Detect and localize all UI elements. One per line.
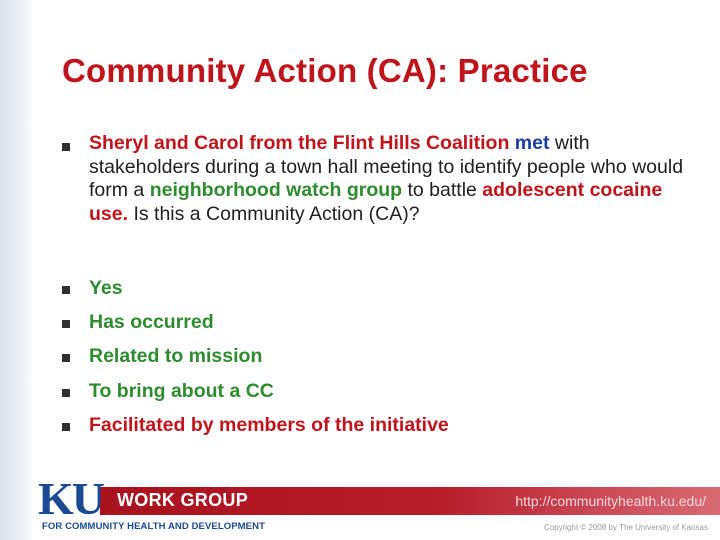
slide-title: Community Action (CA): Practice <box>62 52 588 89</box>
paragraph-segment: to battle <box>402 179 483 202</box>
paragraph-segment: Is this a Community Action (CA)? <box>128 203 420 226</box>
bullet-square <box>62 320 70 328</box>
paragraph-segment: met <box>514 132 550 154</box>
paragraph-segment: neighborhood watch group <box>149 179 403 202</box>
paragraph-segment: with stakeholders during a town hall meeting to identify people who would form a <box>89 132 684 202</box>
work-group-label: WORK GROUP <box>117 490 248 510</box>
question-paragraph <box>89 132 704 227</box>
footer-subtitle: FOR COMMUNITY HEALTH AND DEVELOPMENT <box>42 521 265 532</box>
checklist-item-related-to-mission: Related to mission <box>89 345 263 367</box>
ku-logo: KU <box>38 473 103 524</box>
left-gradient-bar <box>0 0 34 540</box>
bullet-square <box>62 286 70 294</box>
checklist-item-has-occurred: Has occurred <box>89 311 214 333</box>
checklist-item-yes: Yes <box>89 277 123 299</box>
bullet-square <box>62 423 70 431</box>
footer-url-link[interactable]: http://communityhealth.ku.edu/ <box>515 493 706 509</box>
bullet-square <box>62 143 70 151</box>
checklist-item-bring-about-cc: To bring about a CC <box>89 380 274 402</box>
copyright-text: Copyright © 2008 by The University of Kansas <box>543 523 708 532</box>
bullet-square <box>62 389 70 397</box>
paragraph-segment: adolescent cocaine use. <box>89 179 663 226</box>
bullet-square <box>62 354 70 362</box>
checklist-item-facilitated: Facilitated by members of the initiative <box>89 414 449 436</box>
paragraph-segment: Sheryl and Carol from the Flint Hills Coalition <box>89 132 510 154</box>
